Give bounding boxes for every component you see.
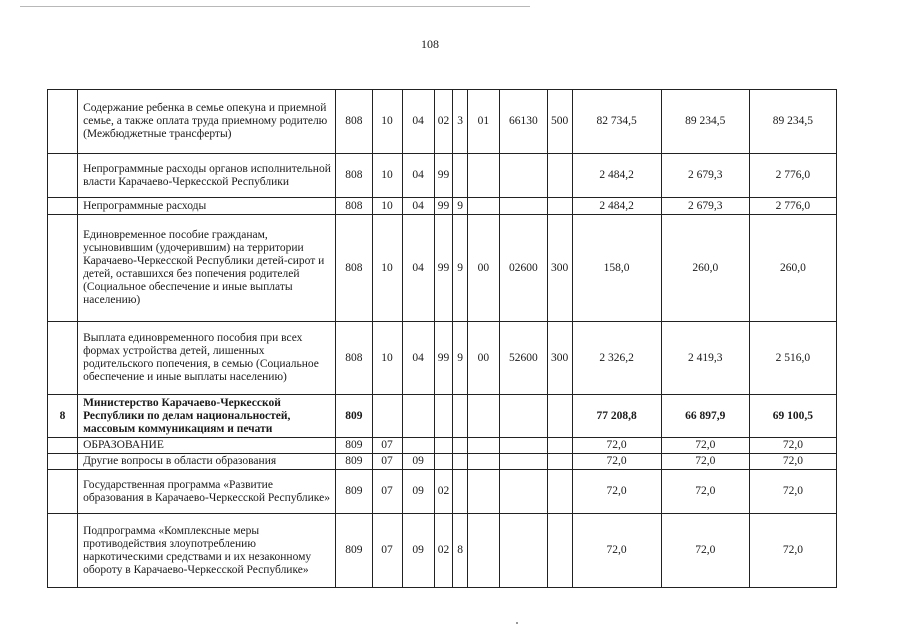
section-code: 10 bbox=[372, 322, 402, 395]
amount-year-3: 72,0 bbox=[749, 470, 836, 514]
section-code: 07 bbox=[372, 438, 402, 454]
subprogram-code: 3 bbox=[453, 90, 468, 154]
subsection-code bbox=[402, 438, 434, 454]
subprogram-code bbox=[453, 154, 468, 198]
main-event-code: 00 bbox=[467, 322, 499, 395]
row-number bbox=[48, 454, 78, 470]
subprogram-code: 8 bbox=[453, 514, 468, 588]
table-row bbox=[48, 322, 837, 395]
main-event-code bbox=[467, 395, 499, 438]
amount-year-1: 72,0 bbox=[572, 514, 661, 588]
direction-code: 66130 bbox=[499, 90, 547, 154]
expense-type-code bbox=[547, 470, 572, 514]
table-row bbox=[48, 198, 837, 215]
expense-type-code: 300 bbox=[547, 215, 572, 322]
subprogram-code bbox=[453, 438, 468, 454]
main-event-code bbox=[467, 438, 499, 454]
amount-year-3: 72,0 bbox=[749, 438, 836, 454]
direction-code bbox=[499, 454, 547, 470]
subsection-code: 09 bbox=[402, 454, 434, 470]
item-name: Содержание ребенка в семье опекуна и приемной семье, а также оплата труда приемному родителю (Межбюджетные трансферты) bbox=[78, 90, 336, 154]
program-code: 99 bbox=[434, 154, 453, 198]
ministry-code: 808 bbox=[336, 90, 372, 154]
section-code bbox=[372, 395, 402, 438]
ministry-code: 808 bbox=[336, 198, 372, 215]
subsection-code: 09 bbox=[402, 470, 434, 514]
item-name: Непрограммные расходы органов исполнительной власти Карачаево-Черкесской Республики bbox=[78, 154, 336, 198]
program-code: 99 bbox=[434, 215, 453, 322]
amount-year-2: 2 679,3 bbox=[661, 154, 749, 198]
subsection-code: 04 bbox=[402, 154, 434, 198]
row-number: 8 bbox=[48, 395, 78, 438]
row-number bbox=[48, 438, 78, 454]
expense-type-code: 500 bbox=[547, 90, 572, 154]
amount-year-3: 72,0 bbox=[749, 454, 836, 470]
item-name: Министерство Карачаево-Черкесской Республики по делам национальностей, массовым коммуникациям и печати bbox=[78, 395, 336, 438]
expense-type-code bbox=[547, 454, 572, 470]
amount-year-2: 72,0 bbox=[661, 454, 749, 470]
ministry-code: 808 bbox=[336, 154, 372, 198]
amount-year-2: 2 679,3 bbox=[661, 198, 749, 215]
main-event-code bbox=[467, 454, 499, 470]
section-code: 10 bbox=[372, 198, 402, 215]
amount-year-1: 72,0 bbox=[572, 454, 661, 470]
amount-year-1: 2 484,2 bbox=[572, 198, 661, 215]
row-number bbox=[48, 154, 78, 198]
section-code: 10 bbox=[372, 215, 402, 322]
main-event-code bbox=[467, 514, 499, 588]
subprogram-code bbox=[453, 470, 468, 514]
amount-year-1: 72,0 bbox=[572, 470, 661, 514]
expense-type-code: 300 bbox=[547, 322, 572, 395]
table-row bbox=[48, 395, 837, 438]
section-code: 07 bbox=[372, 470, 402, 514]
direction-code bbox=[499, 514, 547, 588]
subsection-code: 04 bbox=[402, 90, 434, 154]
scan-speck bbox=[516, 622, 518, 624]
program-code: 99 bbox=[434, 198, 453, 215]
subsection-code: 09 bbox=[402, 514, 434, 588]
direction-code bbox=[499, 470, 547, 514]
amount-year-2: 72,0 bbox=[661, 514, 749, 588]
item-name: Подпрограмма «Комплексные меры противодействия злоупотреблению наркотическими средствами и их незаконному обороту в Карачаево-Черкесской Республике» bbox=[78, 514, 336, 588]
program-code bbox=[434, 438, 453, 454]
item-name: Единовременное пособие гражданам, усыновившим (удочерившим) на территории Карачаево-Черкесской Республики детей-сирот и детей, оставшихся без попечения родителей (Социальное обеспечение и иные выплаты населению) bbox=[78, 215, 336, 322]
amount-year-2: 66 897,9 bbox=[661, 395, 749, 438]
amount-year-2: 2 419,3 bbox=[661, 322, 749, 395]
table-row bbox=[48, 438, 837, 454]
expense-type-code bbox=[547, 198, 572, 215]
amount-year-2: 72,0 bbox=[661, 470, 749, 514]
direction-code bbox=[499, 198, 547, 215]
program-code: 02 bbox=[434, 90, 453, 154]
row-number bbox=[48, 514, 78, 588]
program-code: 02 bbox=[434, 514, 453, 588]
program-code bbox=[434, 395, 453, 438]
section-code: 07 bbox=[372, 454, 402, 470]
ministry-code: 809 bbox=[336, 470, 372, 514]
expense-type-code bbox=[547, 395, 572, 438]
subprogram-code bbox=[453, 395, 468, 438]
direction-code: 02600 bbox=[499, 215, 547, 322]
section-code: 10 bbox=[372, 90, 402, 154]
item-name: Государственная программа «Развитие образования в Карачаево-Черкесской Республике» bbox=[78, 470, 336, 514]
direction-code bbox=[499, 154, 547, 198]
subprogram-code: 9 bbox=[453, 198, 468, 215]
main-event-code: 01 bbox=[467, 90, 499, 154]
item-name: ОБРАЗОВАНИЕ bbox=[78, 438, 336, 454]
amount-year-1: 2 484,2 bbox=[572, 154, 661, 198]
table-row bbox=[48, 154, 837, 198]
amount-year-3: 260,0 bbox=[749, 215, 836, 322]
amount-year-1: 77 208,8 bbox=[572, 395, 661, 438]
page-number: 108 bbox=[421, 37, 439, 51]
subsection-code bbox=[402, 395, 434, 438]
section-code: 10 bbox=[372, 154, 402, 198]
item-name: Выплата единовременного пособия при всех формах устройства детей, лишенных родительского попечения, в семью (Социальное обеспечение и иные выплаты населению) bbox=[78, 322, 336, 395]
amount-year-2: 260,0 bbox=[661, 215, 749, 322]
table-row bbox=[48, 215, 837, 322]
subsection-code: 04 bbox=[402, 322, 434, 395]
main-event-code bbox=[467, 470, 499, 514]
direction-code bbox=[499, 395, 547, 438]
table-row bbox=[48, 454, 837, 470]
ministry-code: 809 bbox=[336, 395, 372, 438]
amount-year-3: 2 776,0 bbox=[749, 198, 836, 215]
amount-year-1: 82 734,5 bbox=[572, 90, 661, 154]
subprogram-code bbox=[453, 454, 468, 470]
top-rule bbox=[20, 6, 530, 7]
row-number bbox=[48, 470, 78, 514]
amount-year-1: 158,0 bbox=[572, 215, 661, 322]
program-code: 99 bbox=[434, 322, 453, 395]
section-code: 07 bbox=[372, 514, 402, 588]
main-event-code bbox=[467, 154, 499, 198]
expense-type-code bbox=[547, 438, 572, 454]
amount-year-3: 2 516,0 bbox=[749, 322, 836, 395]
program-code: 02 bbox=[434, 470, 453, 514]
direction-code: 52600 bbox=[499, 322, 547, 395]
ministry-code: 809 bbox=[336, 454, 372, 470]
row-number bbox=[48, 322, 78, 395]
ministry-code: 809 bbox=[336, 438, 372, 454]
table-row bbox=[48, 514, 837, 588]
amount-year-1: 72,0 bbox=[572, 438, 661, 454]
row-number bbox=[48, 90, 78, 154]
ministry-code: 808 bbox=[336, 322, 372, 395]
expense-type-code bbox=[547, 154, 572, 198]
row-number bbox=[48, 215, 78, 322]
item-name: Другие вопросы в области образования bbox=[78, 454, 336, 470]
program-code bbox=[434, 454, 453, 470]
expense-type-code bbox=[547, 514, 572, 588]
subprogram-code: 9 bbox=[453, 322, 468, 395]
ministry-code: 808 bbox=[336, 215, 372, 322]
amount-year-2: 72,0 bbox=[661, 438, 749, 454]
item-name: Непрограммные расходы bbox=[78, 198, 336, 215]
amount-year-3: 2 776,0 bbox=[749, 154, 836, 198]
amount-year-3: 89 234,5 bbox=[749, 90, 836, 154]
budget-table bbox=[47, 89, 837, 588]
ministry-code: 809 bbox=[336, 514, 372, 588]
row-number bbox=[48, 198, 78, 215]
table-row bbox=[48, 470, 837, 514]
main-event-code: 00 bbox=[467, 215, 499, 322]
direction-code bbox=[499, 438, 547, 454]
table-row bbox=[48, 90, 837, 154]
amount-year-1: 2 326,2 bbox=[572, 322, 661, 395]
main-event-code bbox=[467, 198, 499, 215]
amount-year-2: 89 234,5 bbox=[661, 90, 749, 154]
subsection-code: 04 bbox=[402, 198, 434, 215]
amount-year-3: 69 100,5 bbox=[749, 395, 836, 438]
amount-year-3: 72,0 bbox=[749, 514, 836, 588]
subsection-code: 04 bbox=[402, 215, 434, 322]
subprogram-code: 9 bbox=[453, 215, 468, 322]
